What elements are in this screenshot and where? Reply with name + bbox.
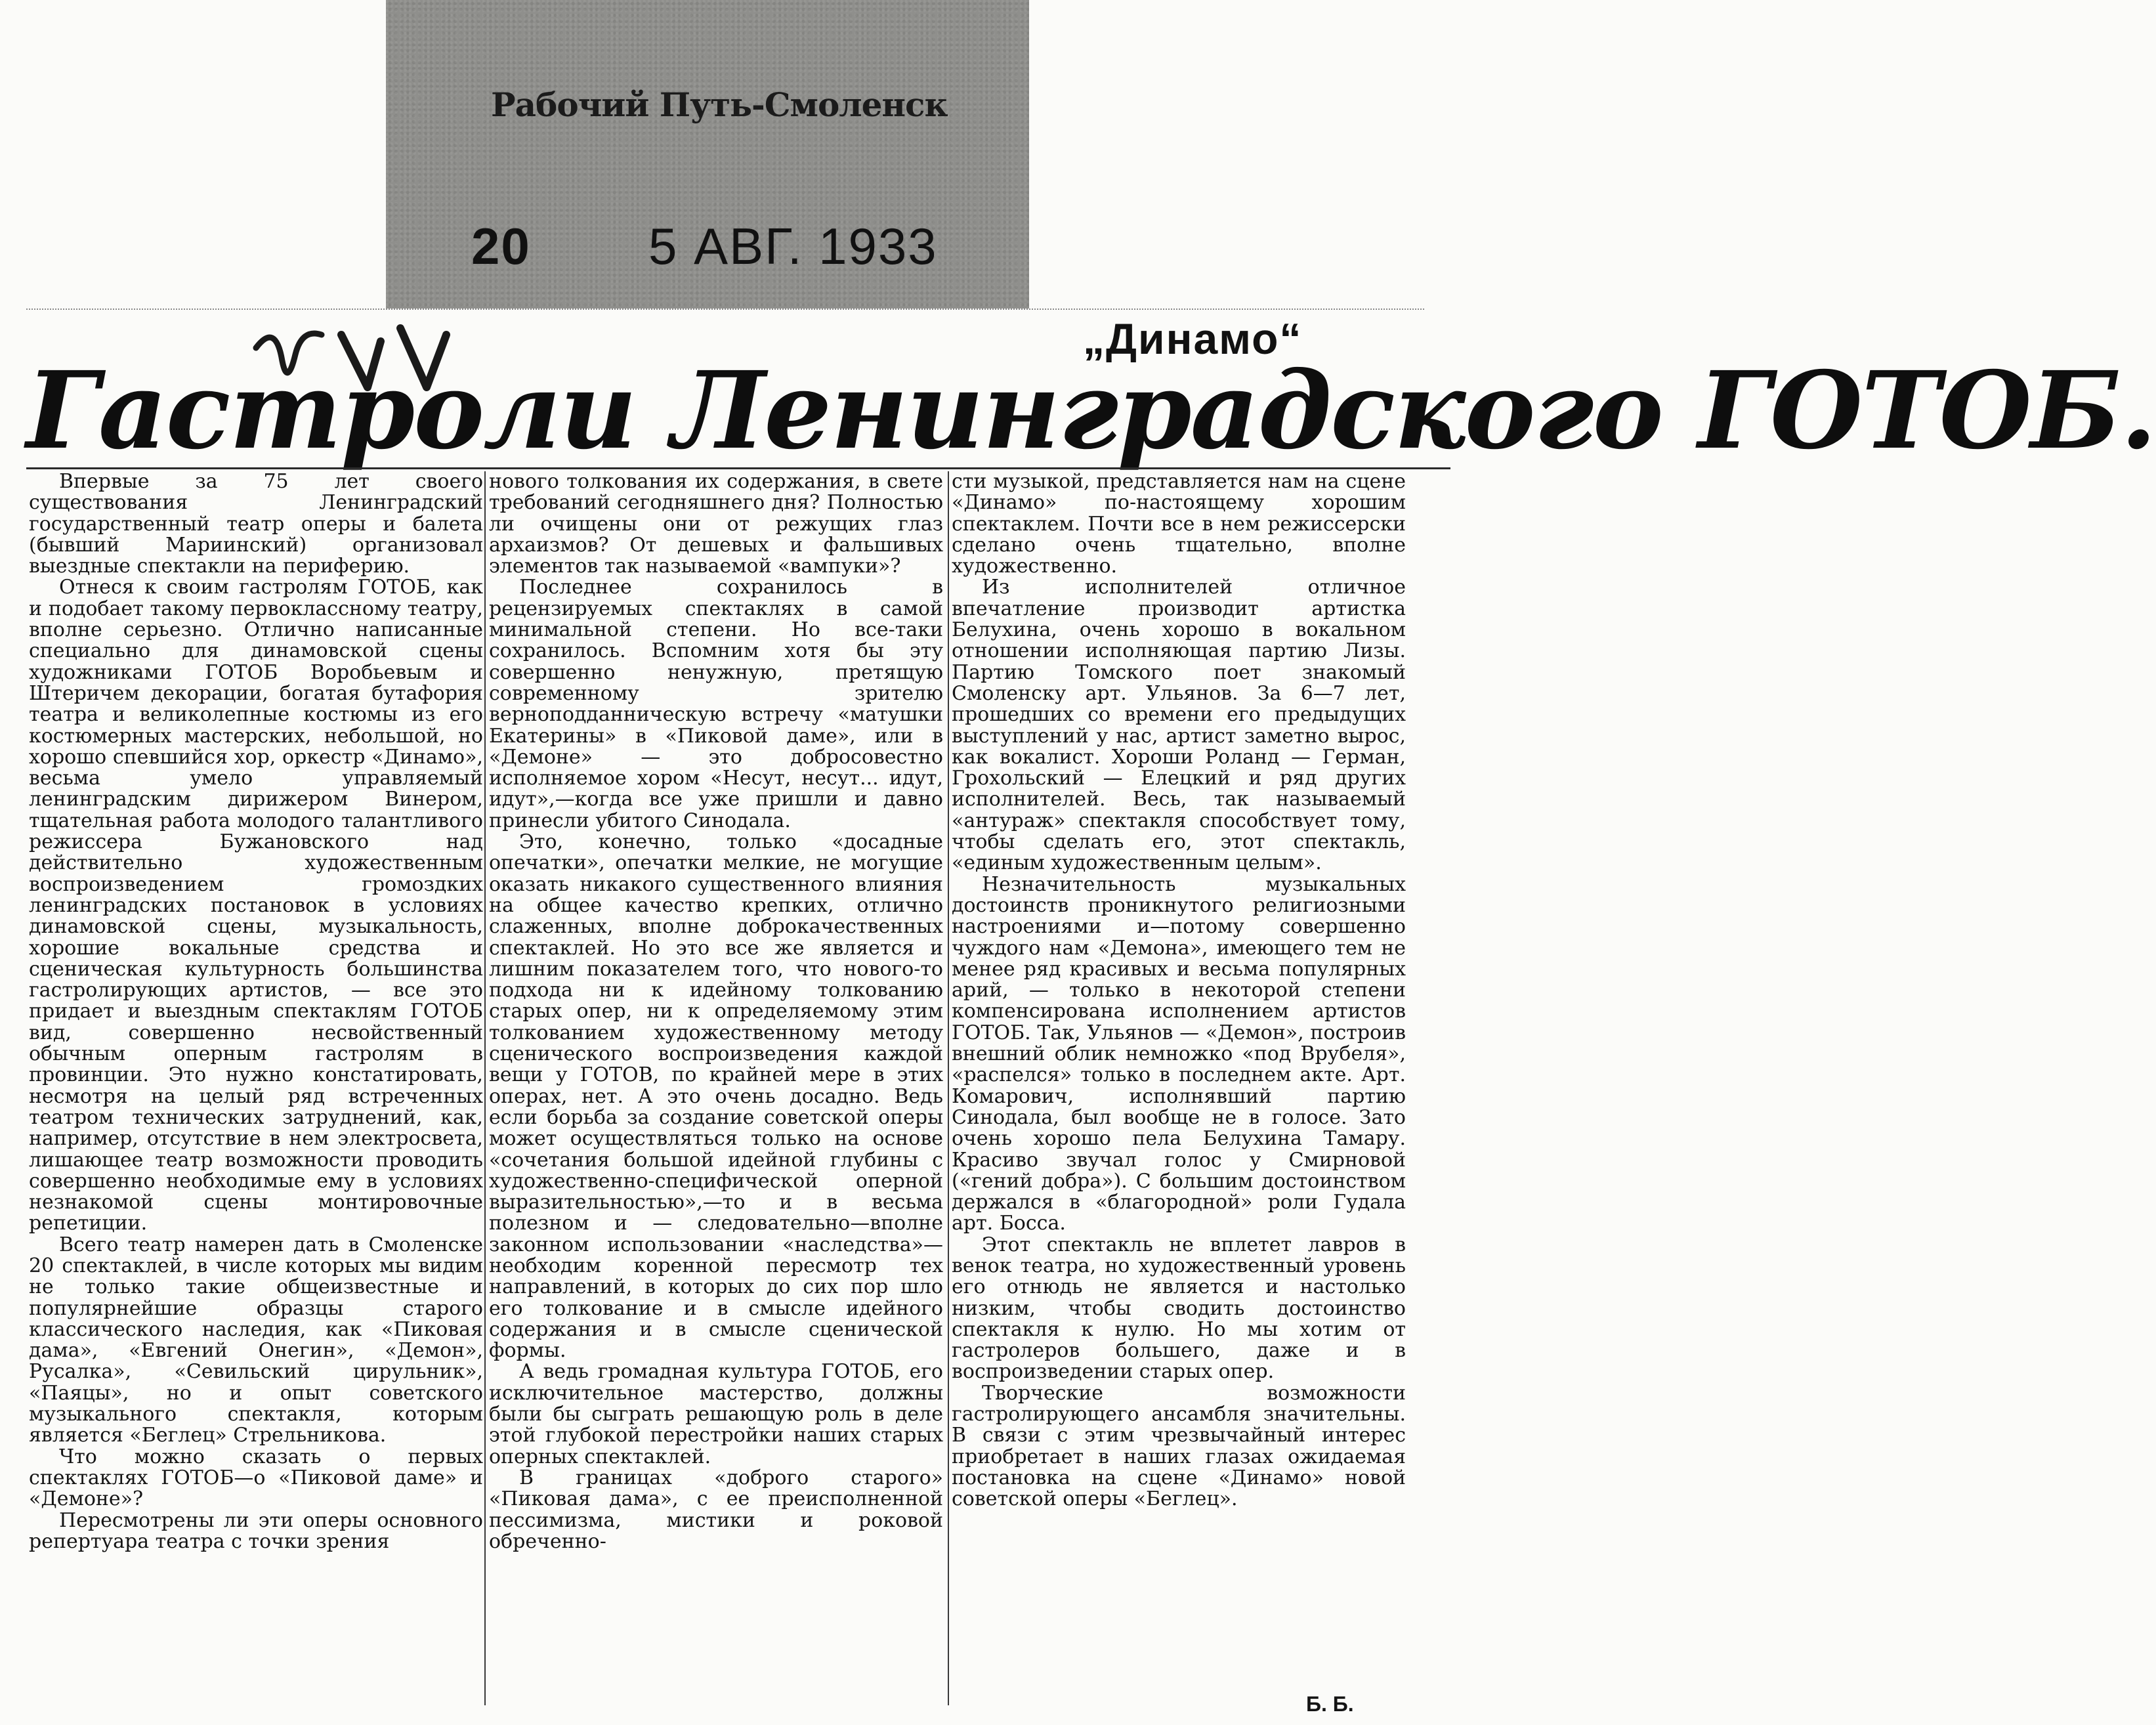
- issue-number: 20: [471, 217, 531, 275]
- paragraph: Впервые за 75 лет своего существования Ленинградский государственный театр оперы и балета (бывший Мариинский) организовал выездные спектакли на периферию.: [29, 470, 483, 578]
- paragraph: Из исполнителей отличное впечатление производит артистка Белухина, очень хорошо в вокальном отношении исполняющая партию Лизы. Партию Томского поет знакомый Смоленску арт. Ульянов. За 6—7 лет, прошедших со времени его предыдущих выступлений у нас, артист заметно вырос, как вокалист. Хороши Роланд — Герман, Грохольский — Елецкий и ряд других исполнителей. Весь, так называемый «антураж» спектакля способствует тому, чтобы сделать его, этот спектакль, «единым художественным целым».: [952, 576, 1406, 875]
- paragraph: Незначительность музыкальных достоинств проникнутого религиозными настроениями и—потому совершенно чуждого нам «Демона», имеющего тем не менее ряд красивых и весьма популярных арий, — только в некоторой степени компенсирована исполнением артистов ГОТОБ. Так, Ульянов — «Демон», построив внешний облик немножко «под Врубеля», «распелся» только в последнем акте. Арт. Комарович, исполнявший партию Синодала, был вообще не в голосе. Зато очень хорошо пела Белухина Тамару. Красиво звучал голос у Смирновой («гений добра»). С большим достоинством держался в «благородной» роли Гудала арт. Босса.: [952, 872, 1406, 1235]
- article-column-3: [952, 471, 1406, 1705]
- rubric-label: „Динамо“: [1083, 314, 1303, 363]
- paragraph: Всего театр намерен дать в Смоленске 20 спектаклей, в числе которых мы видим не только такие общеизвестные и популярнейшие образцы старого классического наследия, как «Пиковая дама», «Евгений Онегин», «Демон», Русалка», «Севильский цирульник», «Паяцы», но и опыт советского музыкального спектакля, которым является «Беглец» Стрельникова.: [29, 1233, 483, 1447]
- paragraph: Этот спектакль не вплетет лавров в венок театра, но художественный уровень его отнюдь не является и настолько низким, чтобы сводить достоинство спектакля к нулю. Но мы хотим от гастролеров большего, даже и в воспроизведении старых опер.: [952, 1233, 1406, 1384]
- paragraph: Пересмотрены ли эти оперы основного репертуара театра с точки зрения: [29, 1508, 483, 1553]
- paragraph: нового толкования их содержания, в свете требований сегодняшнего дня? Полностью ли очищены они от режущих глаз архаизмов? От дешевых и фальшивых элементов так называемой «вампуки»?: [489, 470, 943, 578]
- article-column-1: [29, 471, 483, 1705]
- issue-date: 5 АВГ. 1933: [648, 217, 938, 275]
- paragraph: Отнеся к своим гастролям ГОТОБ, как и подобает такому первоклассному театру, вполне серьезно. Отлично написанные специально для динамовской сцены художниками ГОТОБ Воробьевым и Штеричем декорации, богатая бутафория театра и великолепные костюмы из его костюмерных мастерских, небольшой, но хорошо спевшийся хор, оркестр «Динамо», весьма умело управляемый ленинградским дирижером Винером, тщательная работа молодого талантливого режиссера Бужановского над действительно художественным воспроизведением громоздких ленинградских постановок в условиях динамовской сцены, музыкальность, хорошие вокальные средства и сценическая культурность большинства гастролирующих артистов, — все это придает и выездным спектаклям ГОТОБ вид, совершенно несвойственный обычным оперным гастролям в провинции. Это нужно констатировать, несмотря на целый ряд встреченных театром технических затруднений, как, например, отсутствие в нем электросвета, лишающее театр возможности проводить совершенно необходимые ему в условиях незнакомой сцены монтировочные репетиции.: [29, 576, 483, 1235]
- newspaper-name: Рабочий Путь-Смоленск: [491, 85, 948, 124]
- paragraph: Последнее сохранилось в рецензируемых спектаклях в самой минимальной степени. Но все-таки сохранилось. Вспомним хотя бы эту совершенно ненужную, претящую современному зрителю верноподданническую встречу «матушки Екатерины» в «Пиковой даме», или в «Демоне» — это добросовестно исполняемое хором «Несут, несут... идут, идут»,—когда все уже пришли и давно принесли убитого Синодала.: [489, 576, 943, 832]
- paragraph: сти музыкой, представляется нам на сцене «Динамо» по-настоящему хорошим спектаклем. Почти все в нем режиссерски сделано очень тщательно, вполне художественно.: [952, 470, 1406, 578]
- paragraph: А ведь громадная культура ГОТОБ, его исключительное мастерство, должны были бы сыграть решающую роль в деле этой глубокой перестройки наших старых оперных спектаклей.: [489, 1360, 943, 1468]
- column-divider: [948, 471, 949, 1705]
- top-divider: [26, 309, 1424, 310]
- paragraph: В границах «доброго старого» «Пиковая дама», с ее преисполненной пессимизма, мистики и роковой обреченно-: [489, 1466, 943, 1553]
- paragraph: Творческие возможности гастролирующего ансамбля значительны. В связи с этим чрезвычайный интерес приобретает в наших глазах ожидаемая постановка на сцене «Динамо» новой советской оперы «Беглец».: [952, 1381, 1406, 1511]
- paragraph: Это, конечно, только «досадные опечатки», опечатки мелкие, не могущие оказать никакого существенного влияния на общее качество крепких, отлично слаженных, вполне доброкачественных спектаклей. Но это все же является и лишним показателем того, что нового-то подхода ни к идейному толкованию старых опер, ни к определяемому этим толкованием художественному методу сценического воспроизведения каждой вещи у ГОТОВ, по крайней мере в этих операх, нет. А это очень досадно. Ведь если борьба за создание советской оперы может осуществляться только на основе «сочетания большой идейной глубины с художественно-специфической оперной выразительностью»,—то и в весьма полезном и — следовательно—вполне законном использовании «наследства»—необходим коренной пересмотр тех направлений, в которых до сих пор шло его толкование и в смысле идейного содержания и в смысле сценической формы.: [489, 830, 943, 1363]
- headline-divider: [26, 467, 1450, 469]
- author-signature: Б. Б.: [1306, 1692, 1354, 1716]
- column-divider: [484, 471, 486, 1705]
- article-column-2: [489, 471, 943, 1705]
- archive-stamp: [386, 0, 1029, 309]
- paragraph: Что можно сказать о первых спектаклях ГОТОБ—о «Пиковой даме» и «Демоне»?: [29, 1445, 483, 1511]
- article-headline: Гастроли Ленинградского ГОТОБ.: [26, 349, 2156, 473]
